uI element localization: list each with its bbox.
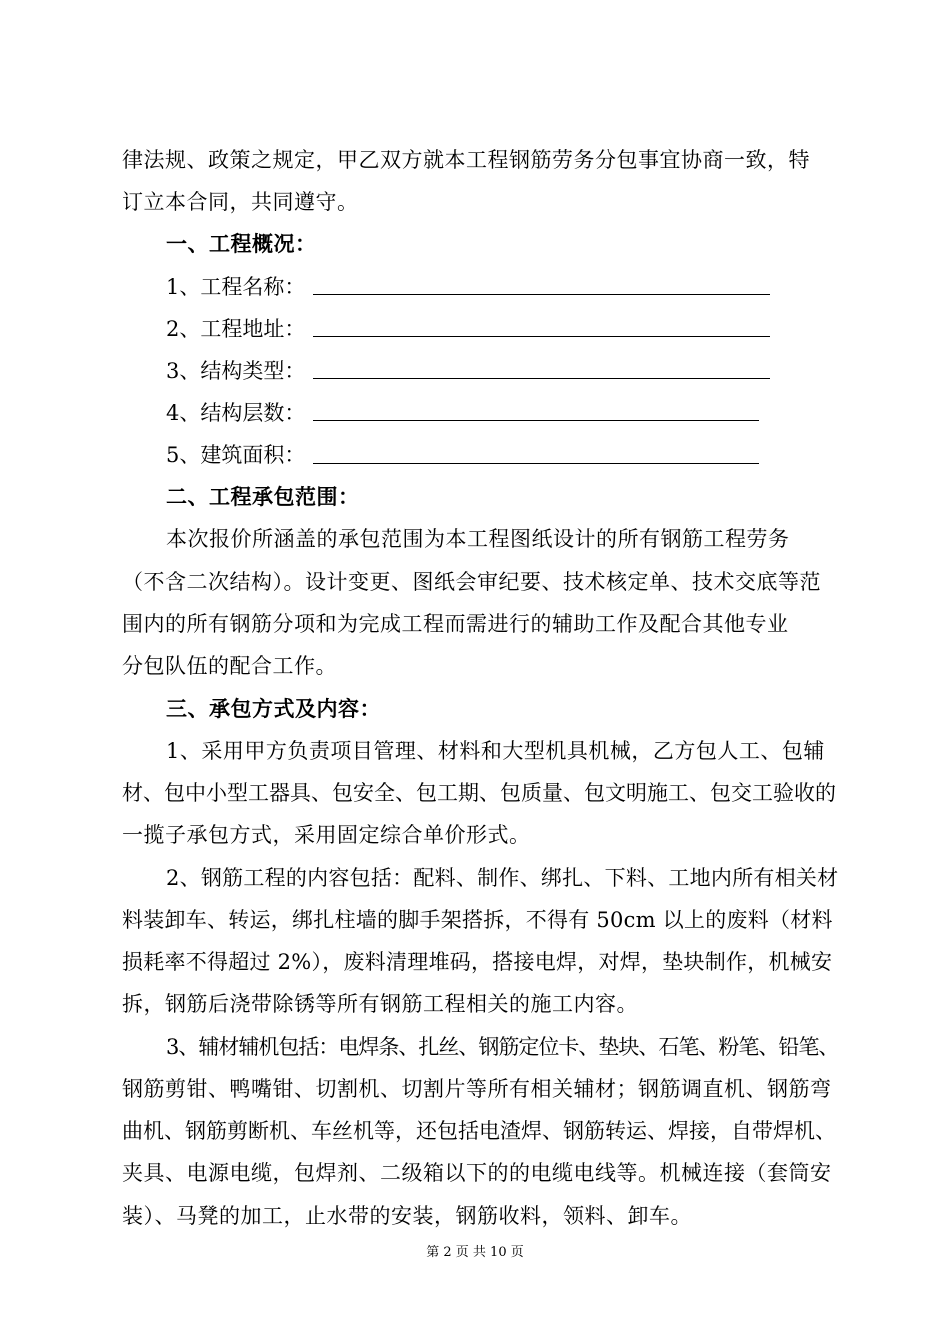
intro-line-2: 订立本合同，共同遵守。 (122, 190, 359, 214)
section-2-heading: 二、工程承包范围： (166, 484, 360, 509)
section-2-line-3: 围内的所有钢筋分项和为完成工程而需进行的辅助工作及配合其他专业 (122, 612, 789, 636)
item-2-line-4: 拆，钢筋后浇带除锈等所有钢筋工程相关的施工内容。 (122, 992, 638, 1016)
item-3-line-2: 钢筋剪钳、鸭嘴钳、切割机、切割片等所有相关辅材；钢筋调直机、钢筋弯 (122, 1077, 832, 1101)
section-1-heading: 一、工程概况： (166, 231, 317, 256)
section-3-heading: 三、承包方式及内容： (166, 696, 381, 721)
field-blank-structure-floors[interactable] (313, 420, 759, 421)
field-blank-building-area[interactable] (313, 463, 759, 464)
section-2-line-4: 分包队伍的配合工作。 (122, 654, 337, 678)
item-2-line-3: 损耗率不得超过 2%），废料清理堆码，搭接电焊，对焊，垫块制作，机械安 (122, 950, 833, 974)
item-2-line-2: 料装卸车、转运，绑扎柱墙的脚手架搭拆，不得有 50cm 以上的废料（材料 (122, 908, 833, 932)
section-2-line-1: 本次报价所涵盖的承包范围为本工程图纸设计的所有钢筋工程劳务 (166, 527, 790, 551)
item-2-line-1: 2、钢筋工程的内容包括：配料、制作、绑扎、下料、工地内所有相关材 (166, 866, 839, 890)
item-3-line-1: 3、辅材辅机包括：电焊条、扎丝、钢筋定位卡、垫块、石笔、粉笔、铅笔、 (166, 1035, 839, 1059)
field-label-project-name: 1、工程名称： (166, 275, 306, 299)
field-label-building-area: 5、建筑面积： (166, 443, 306, 467)
item-1-line-1: 1、采用甲方负责项目管理、材料和大型机具机械，乙方包人工、包辅 (166, 739, 825, 763)
item-3-line-3: 曲机、钢筋剪断机、车丝机等，还包括电渣焊、钢筋转运、焊接，自带焊机、 (122, 1119, 836, 1143)
field-label-project-address: 2、工程地址： (166, 317, 306, 341)
section-2-line-2: （不含二次结构）。设计变更、图纸会审纪要、技术核定单、技术交底等范 (122, 570, 821, 594)
field-label-structure-floors: 4、结构层数： (166, 401, 306, 425)
field-blank-project-name[interactable] (313, 294, 770, 295)
item-3-line-4: 夹具、电源电缆，包焊剂、二级箱以下的的电缆电线等。机械连接（套筒安 (122, 1161, 832, 1185)
page-number-footer: 第 2 页 共 10 页 (426, 1245, 524, 1260)
item-3-line-5: 装）、马凳的加工，止水带的安装，钢筋收料，领料、卸车。 (122, 1204, 692, 1228)
field-label-structure-type: 3、结构类型： (166, 359, 306, 383)
intro-line-1: 律法规、政策之规定，甲乙双方就本工程钢筋劳务分包事宜协商一致，特 (122, 148, 810, 172)
field-blank-project-address[interactable] (313, 336, 770, 337)
item-1-line-3: 一揽子承包方式，采用固定综合单价形式。 (122, 823, 531, 847)
item-1-line-2: 材、包中小型工器具、包安全、包工期、包质量、包文明施工、包交工验收的 (122, 781, 836, 805)
field-blank-structure-type[interactable] (313, 378, 770, 379)
